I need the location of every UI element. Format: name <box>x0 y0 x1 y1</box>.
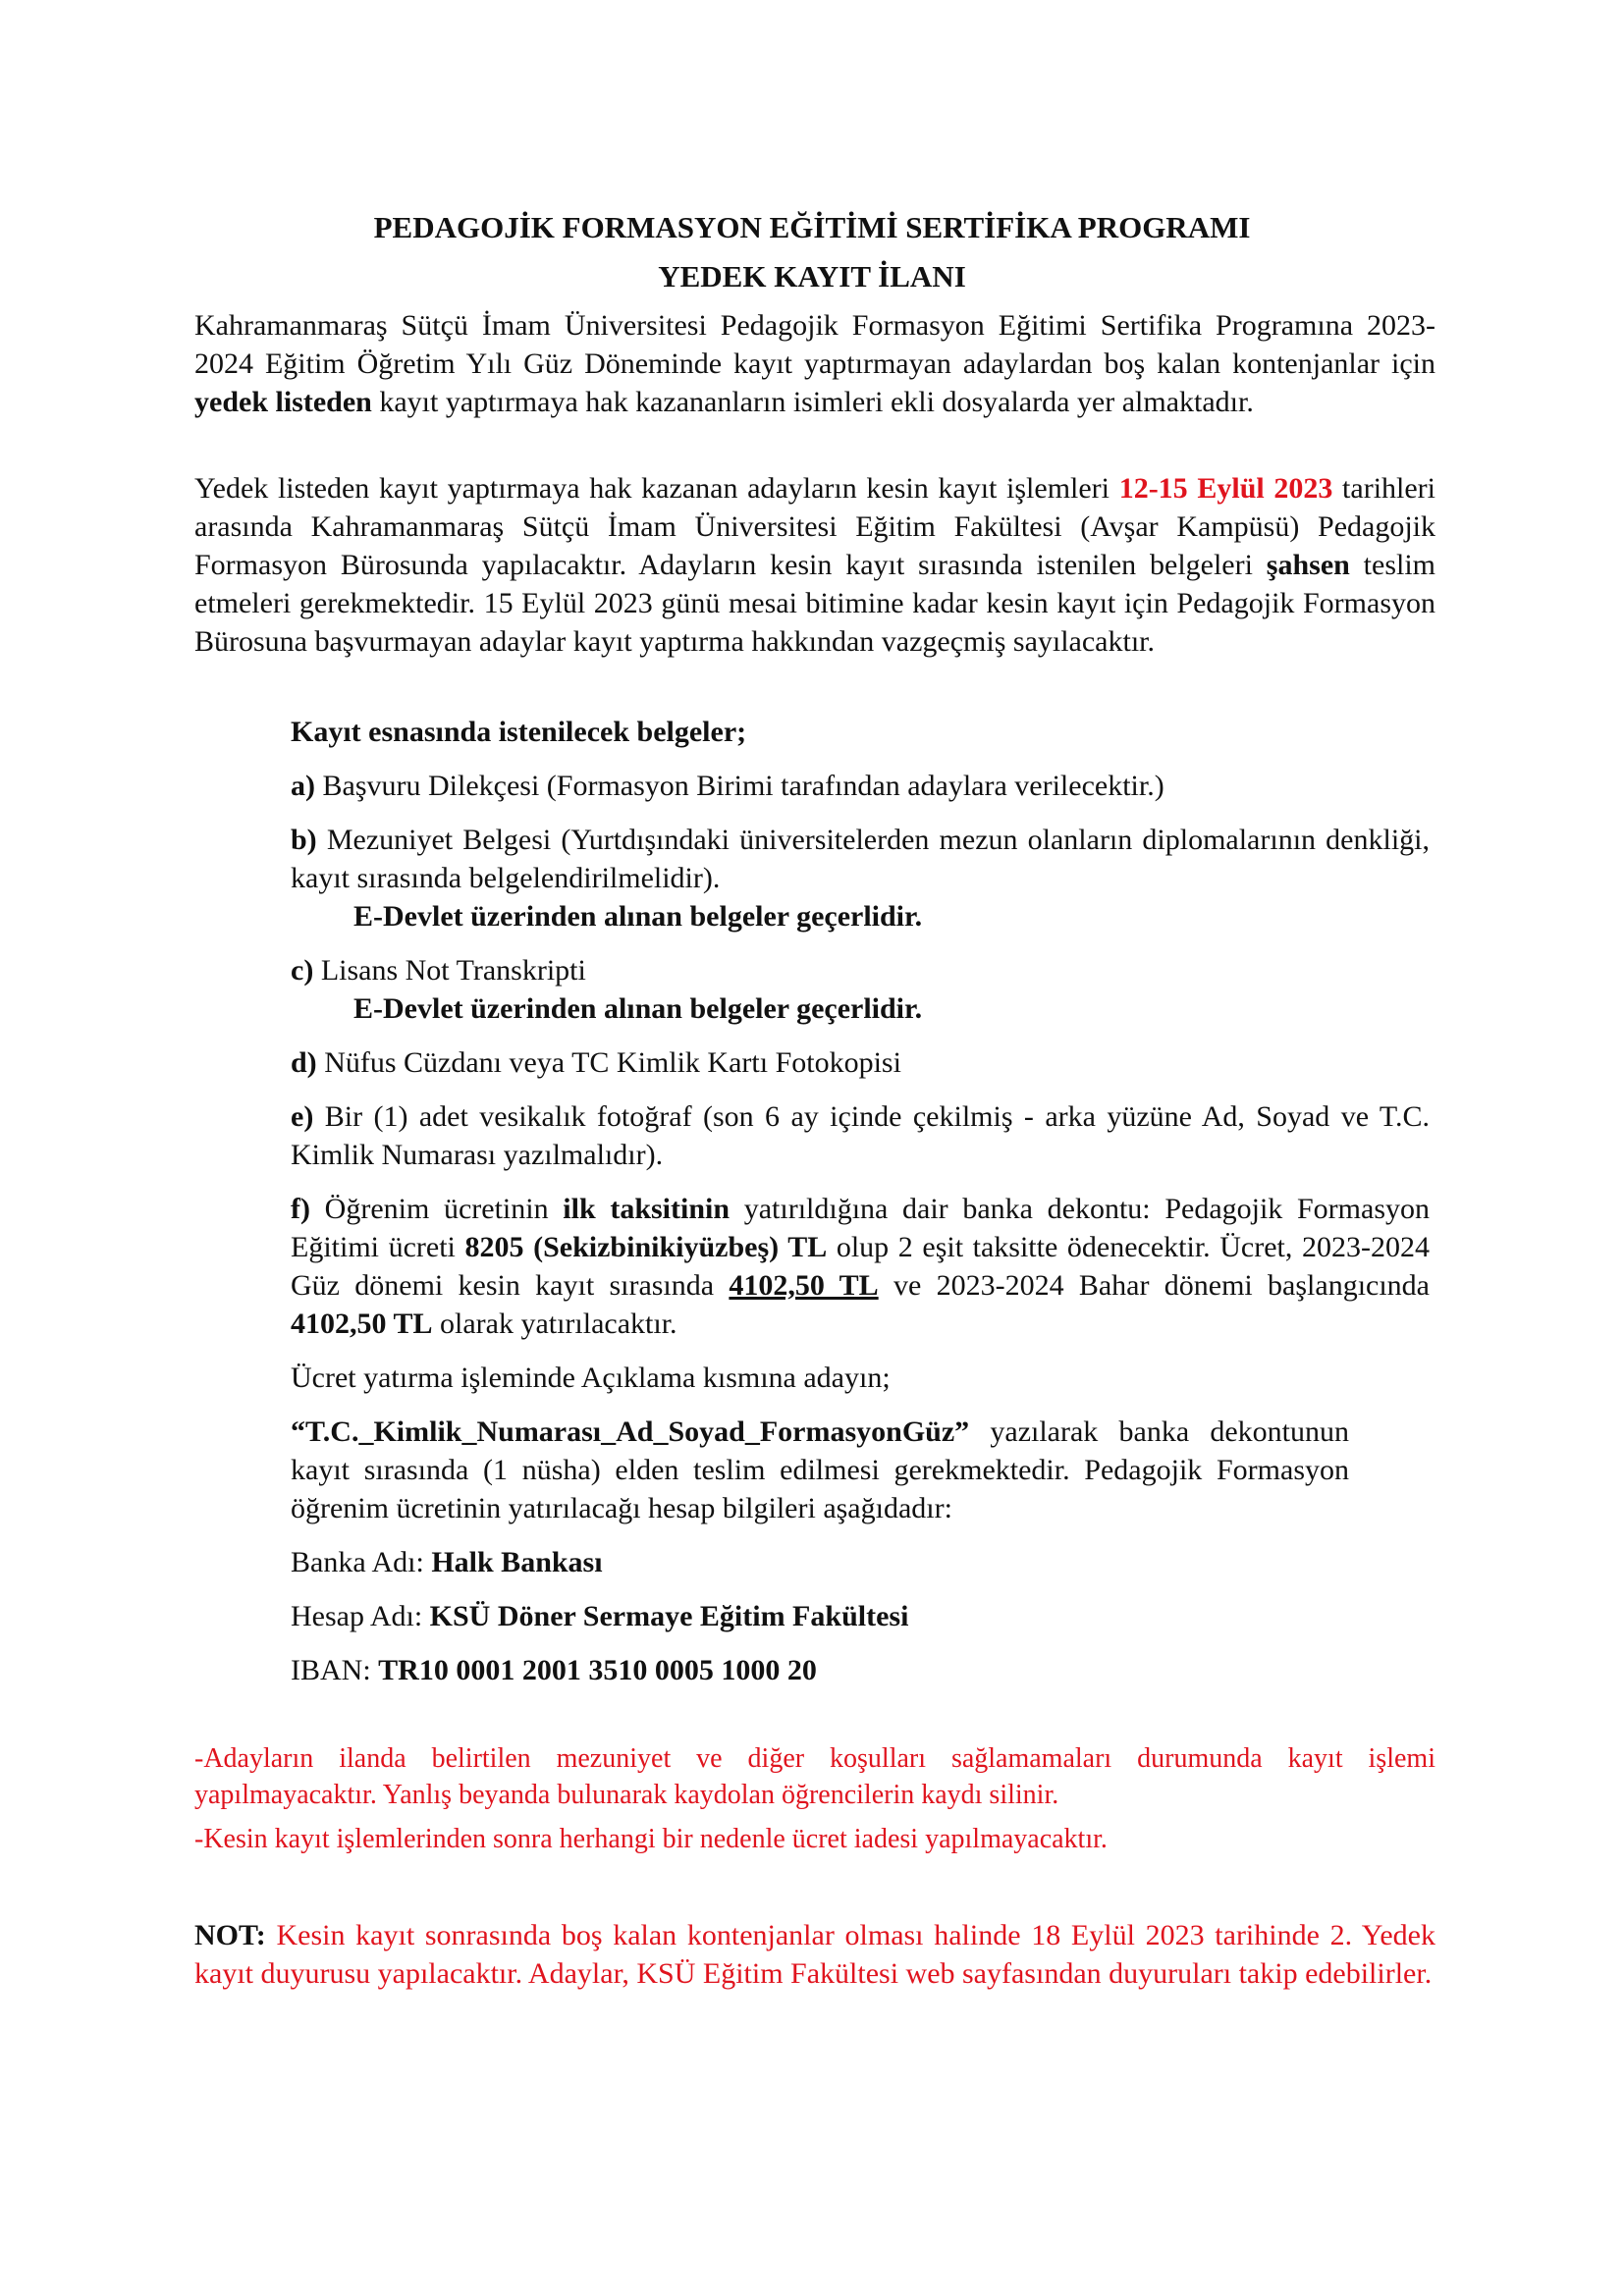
edevlet-note: E-Devlet üzerinden alınan belgeler geçerlidir. <box>353 992 923 1025</box>
documents-list <box>291 767 1430 1705</box>
list-item: c) Lisans Not Transkripti <box>291 954 586 987</box>
account-name: Hesap Adı: KSÜ Döner Sermaye Eğitim Fakültesi <box>291 1600 909 1632</box>
document-subtitle: YEDEK KAYIT İLANI <box>658 259 966 294</box>
iban: IBAN: TR10 0001 2001 3510 0005 1000 20 <box>291 1654 817 1686</box>
payment-description-code: “T.C._Kimlik_Numarası_Ad_Soyad_FormasyonGüz” <box>291 1415 970 1448</box>
list-item: a) Başvuru Dilekçesi (Formasyon Birimi tarafından adaylara verilecektir.) <box>291 770 1164 802</box>
intro-paragraph: Kahramanmaraş Sütçü İmam Üniversitesi Pedagojik Formasyon Eğitimi Sertifika Programına 2023-2024 Eğitim Öğretim Yılı Güz Döneminde kayıt yaptırmayan adaylardan boş kalan kontenjanlar için yedek listeden kayıt yaptırmaya hak kazananların isimleri ekli dosyalarda yer almaktadır. <box>194 309 1435 418</box>
edevlet-note: E-Devlet üzerinden alınan belgeler geçerlidir. <box>353 900 923 933</box>
list-item: d) Nüfus Cüzdanı veya TC Kimlik Kartı Fotokopisi <box>291 1046 901 1079</box>
payment-intro: Ücret yatırma işleminde Açıklama kısmına adayın; <box>291 1362 891 1394</box>
list-item: e) Bir (1) adet vesikalık fotoğraf (son 6 ay içinde çekilmiş - arka yüzüne Ad, Soyad ve T.C. Kimlik Numarası yazılmalıdır). <box>291 1100 1430 1171</box>
registration-paragraph: Yedek listeden kayıt yaptırmaya hak kazanan adayların kesin kayıt işlemleri 12-15 Eylül 2023 tarihleri arasında Kahramanmaraş Sütçü İmam Üniversitesi Eğitim Fakültesi (Avşar Kampüsü) Pedagojik Formasyon Bürosunda yapılacaktır. Adayların kesin kayıt sırasında istenilen belgeleri şahsen teslim etmeleri gerekmektedir. 15 Eylül 2023 günü mesai bitimine kadar kesin kayıt için Pedagojik Formasyon Bürosuna başvurmayan adaylar kayıt yaptırma hakkından vazgeçmiş sayılacaktır. <box>194 472 1436 658</box>
installment-amount: 4102,50 TL <box>291 1308 433 1340</box>
warning-no-refund: -Kesin kayıt işlemlerinden sonra herhangi bir nedenle ücret iadesi yapılmayacaktır. <box>194 1824 1108 1854</box>
bank-name: Banka Adı: Halk Bankası <box>291 1546 603 1578</box>
list-item: b) Mezuniyet Belgesi (Yurtdışındaki üniversitelerden mezun olanların diplomalarının denkliği, kayıt sırasında belgelendirilmelidir). <box>291 824 1430 894</box>
documents-heading: Kayıt esnasında istenilecek belgeler; <box>291 716 747 748</box>
warning-conditions: -Adayların ilanda belirtilen mezuniyet ve diğer koşulları sağlamamaları durumunda kayıt işlemi yapılmayacaktır. Yanlış beyanda bulunarak kaydolan öğrencilerin kaydı silinir. <box>194 1743 1435 1810</box>
list-item: f) Öğrenim ücretinin ilk taksitinin yatırıldığına dair banka dekontu: Pedagojik Formasyon Eğitimi ücreti 8205 (Sekizbinikiyüzbeş) TL olup 2 eşit taksitte ödenecektir. Ücret, 2023-2024 Güz dönemi kesin kayıt sırasında 4102,50 TL ve 2023-2024 Bahar dönemi başlangıcında 4102,50 TL olarak yatırılacaktır. <box>291 1193 1430 1340</box>
payment-instruction: “T.C._Kimlik_Numarası_Ad_Soyad_FormasyonGüz” yazılarak banka dekontunun kayıt sırasında (1 nüsha) elden teslim edilmesi gerekmektedir. Pedagojik Formasyon öğrenim ücretinin yatırılacağı hesap bilgileri aşağıdadır: <box>291 1415 1349 1524</box>
registration-dates: 12-15 Eylül 2023 <box>1118 472 1333 505</box>
installment-amount: 4102,50 TL <box>729 1269 879 1302</box>
in-person-emphasis: şahsen <box>1266 549 1350 581</box>
document-title: PEDAGOJİK FORMASYON EĞİTİMİ SERTİFİKA PROGRAMI <box>373 210 1251 244</box>
fee-total: 8205 (Sekizbinikiyüzbeş) TL <box>464 1231 828 1263</box>
note-label: NOT: <box>194 1919 266 1951</box>
reserve-list-emphasis: yedek listeden <box>194 386 372 418</box>
note-paragraph: NOT: Kesin kayıt sonrasında boş kalan kontenjanlar olması halinde 18 Eylül 2023 tarihinde 2. Yedek kayıt duyurusu yapılacaktır. Adaylar, KSÜ Eğitim Fakültesi web sayfasından duyuruları takip edebilirler. <box>194 1919 1435 1990</box>
